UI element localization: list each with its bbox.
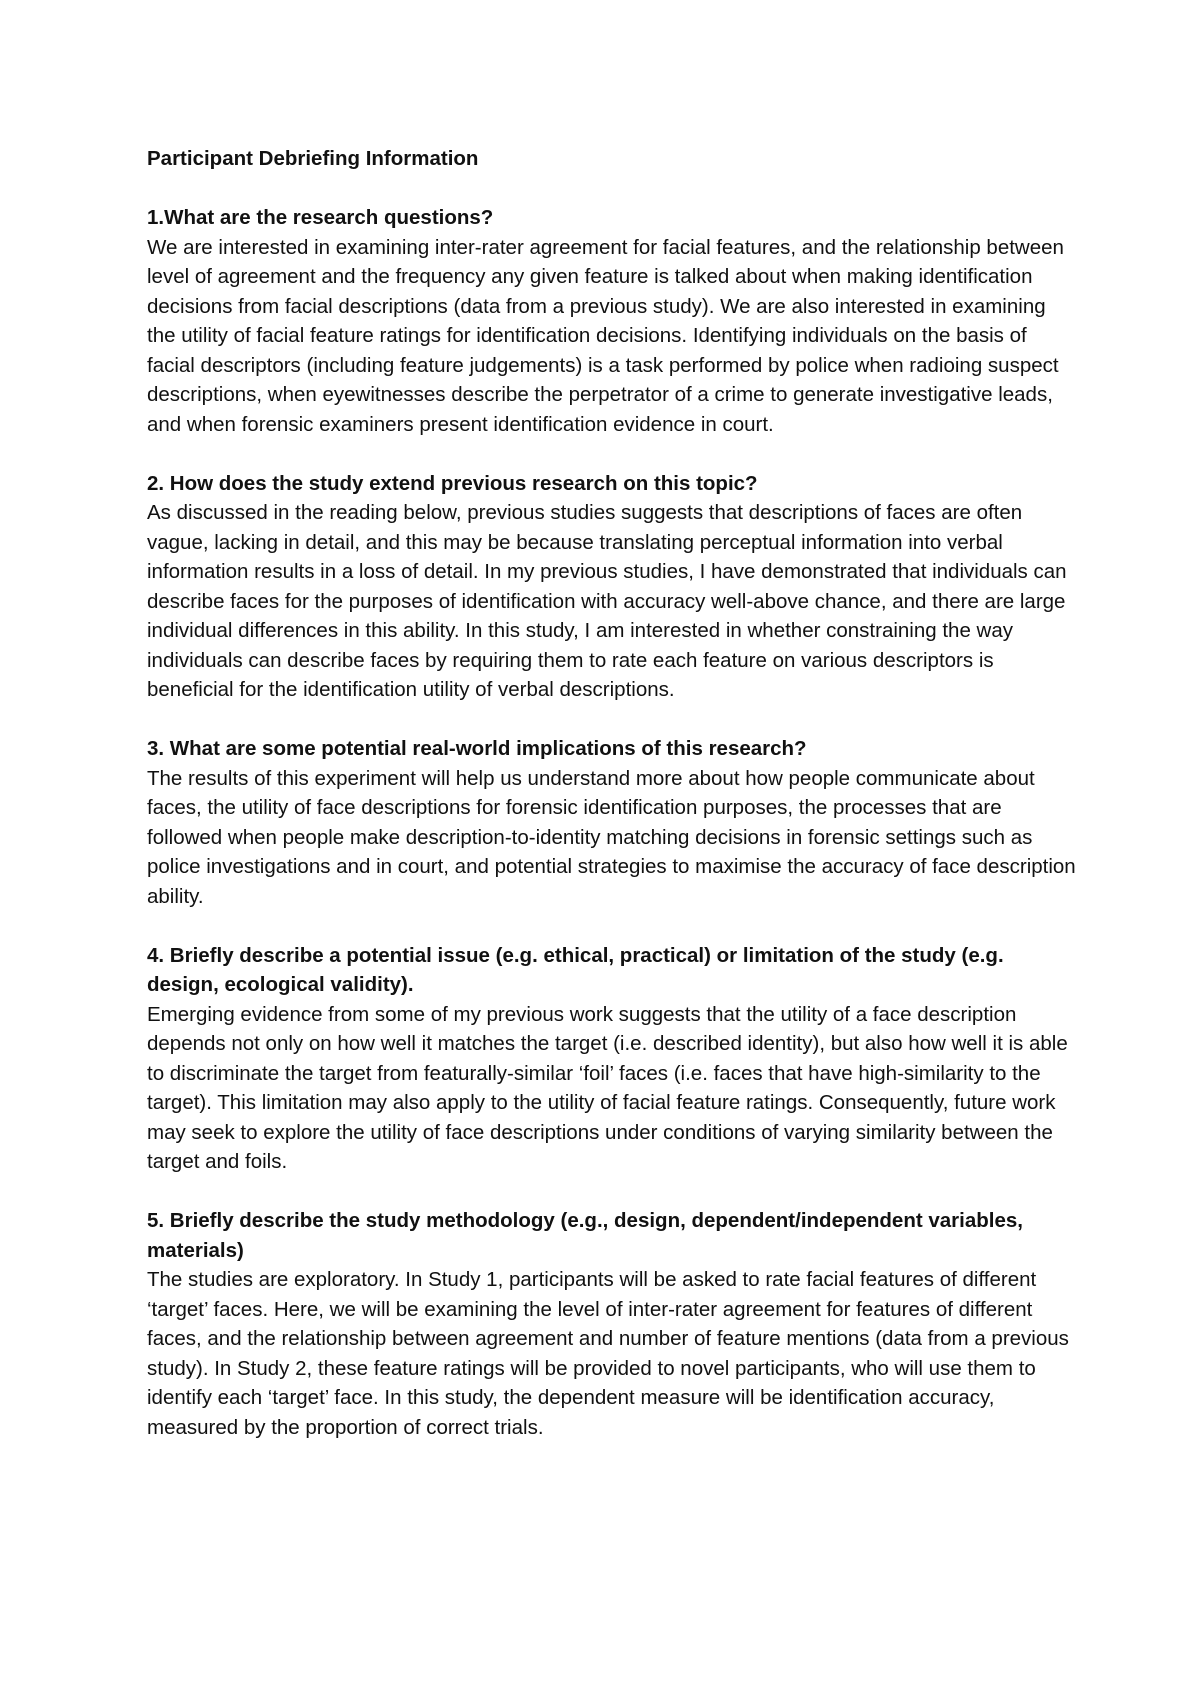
section-research-questions xyxy=(147,203,1077,439)
section-question: 1.What are the research questions? xyxy=(147,206,494,229)
section-answer: The results of this experiment will help us understand more about how people communicate about faces, the utility of face descriptions for forensic identification purposes, the processes that are followed when people make description-to-identity matching decisions in forensic settings such as police investigations and in court, and potential strategies to maximise the accuracy of face description ability. xyxy=(147,766,1076,908)
document-page xyxy=(147,144,1077,1472)
section-answer: The studies are exploratory. In Study 1, participants will be asked to rate facial features of different ‘target’ faces. Here, we will be examining the level of inter-rater agreement for features of different faces, and the relationship between agreement and number of feature mentions (data from a previous study). In Study 2, these feature ratings will be provided to novel participants, who will use them to identify each ‘target’ face. In this study, the dependent measure will be identification accuracy, measured by the proportion of correct trials. xyxy=(147,1268,1069,1439)
document-title: Participant Debriefing Information xyxy=(147,147,479,170)
section-answer: As discussed in the reading below, previous studies suggests that descriptions of faces are often vague, lacking in detail, and this may be because translating perceptual information into verbal information results in a loss of detail. In my previous studies, I have demonstrated that individuals can describe faces for the purposes of identification with accuracy well-above chance, and there are large individual differences in this ability. In this study, I am interested in whether constraining the way individuals can describe faces by requiring them to rate each feature on various descriptors is beneficial for the identification utility of verbal descriptions. xyxy=(147,501,1067,701)
section-question: 5. Briefly describe the study methodology (e.g., design, dependent/independent variables, materials) xyxy=(147,1209,1023,1262)
section-limitations xyxy=(147,941,1077,1177)
section-answer: We are interested in examining inter-rater agreement for facial features, and the relationship between level of agreement and the frequency any given feature is talked about when making identification decisions from facial descriptions (data from a previous study). We are also interested in examining the utility of facial feature ratings for identification decisions. Identifying individuals on the basis of facial descriptors (including feature judgements) is a task performed by police when radioing suspect descriptions, when eyewitnesses describe the perpetrator of a crime to generate investigative leads, and when forensic examiners present identification evidence in court. xyxy=(147,235,1064,436)
section-answer: Emerging evidence from some of my previous work suggests that the utility of a face description depends not only on how well it matches the target (i.e. described identity), but also how well it is able to discriminate the target from featurally-similar ‘foil’ faces (i.e. faces that have high-similarity to the target). This limitation may also apply to the utility of facial feature ratings. Consequently, future work may seek to explore the utility of face descriptions under conditions of varying similarity between the target and foils. xyxy=(147,1002,1068,1173)
section-methodology xyxy=(147,1206,1077,1442)
section-implications xyxy=(147,734,1077,911)
section-question: 2. How does the study extend previous research on this topic? xyxy=(147,471,758,495)
section-question: 4. Briefly describe a potential issue (e.g. ethical, practical) or limitation of the study (e.g. design, ecological validity). xyxy=(147,943,1004,996)
section-question: 3. What are some potential real-world implications of this research? xyxy=(147,737,807,760)
section-previous-research xyxy=(147,469,1077,705)
